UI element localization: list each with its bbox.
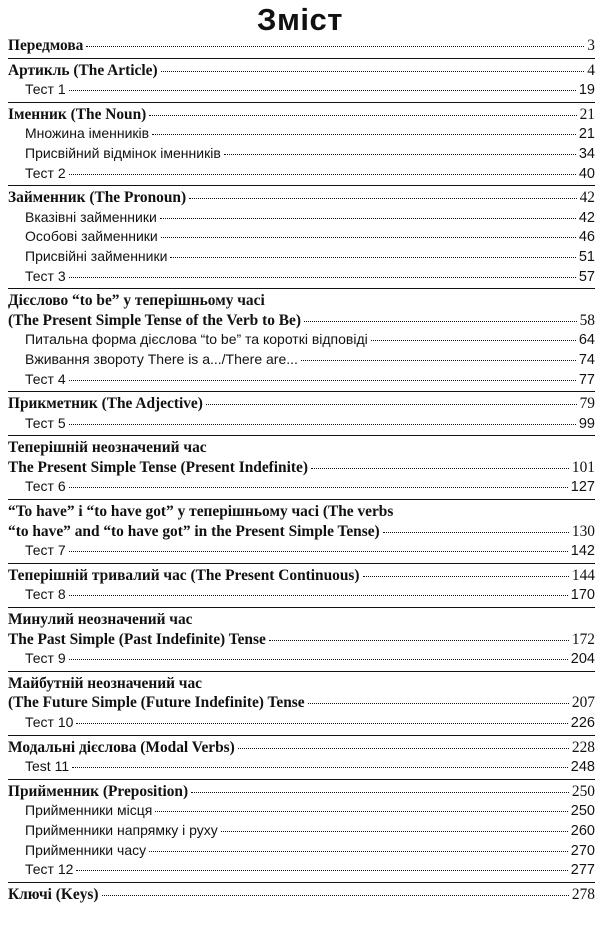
- dot-leader: [69, 174, 576, 175]
- page-number: 228: [571, 738, 595, 756]
- toc-subentry[interactable]: [8, 860, 595, 880]
- dot-leader: [69, 595, 568, 596]
- dot-leader: [69, 277, 576, 278]
- table-of-contents: [8, 36, 595, 904]
- entry-title: Вказівні займенники: [25, 208, 157, 225]
- entry-title: Артикль (The Article): [8, 61, 158, 79]
- page-number: 21: [579, 105, 595, 123]
- page-number: 260: [570, 822, 595, 839]
- entry-title: Тест 4: [25, 370, 66, 387]
- entry-title: Тест 8: [25, 586, 66, 603]
- entry-title: Тест 7: [25, 542, 66, 559]
- dot-leader: [221, 831, 568, 832]
- toc-subentry[interactable]: [8, 477, 595, 497]
- dot-leader: [76, 870, 567, 871]
- page-number: 99: [578, 415, 595, 432]
- entry-title: Множина іменників: [25, 125, 150, 142]
- toc-subentry[interactable]: [8, 713, 595, 733]
- section-divider: [8, 391, 595, 392]
- dot-leader: [69, 90, 576, 91]
- dot-leader: [161, 71, 585, 72]
- toc-subentry[interactable]: [8, 208, 595, 228]
- entry-title: “To have” і “to have got” у теперішньому часі (The verbs: [8, 503, 394, 521]
- entry-title: (The Future Simple (Future Indefinite) Tense: [8, 694, 305, 712]
- toc-subentry[interactable]: [8, 267, 595, 287]
- dot-leader: [189, 198, 577, 199]
- page-number: 42: [579, 189, 595, 207]
- dot-leader: [149, 115, 576, 116]
- entry-title: Прийменники місця: [25, 802, 153, 819]
- dot-leader: [69, 659, 568, 660]
- toc-subentry[interactable]: [8, 757, 595, 777]
- page-number: 226: [570, 715, 595, 731]
- toc-subentry[interactable]: [8, 80, 595, 100]
- toc-subentry[interactable]: [8, 330, 595, 350]
- dot-leader: [304, 321, 577, 322]
- toc-entry[interactable]: [8, 61, 595, 81]
- toc-subentry[interactable]: [8, 801, 595, 821]
- toc-subentry[interactable]: [8, 350, 595, 370]
- dot-leader: [69, 380, 576, 381]
- toc-entry[interactable]: [8, 188, 595, 208]
- toc-subentry[interactable]: [8, 164, 595, 184]
- dot-leader: [161, 237, 576, 238]
- page-number: 144: [571, 566, 595, 584]
- entry-title: Майбутній неозначений час: [8, 674, 203, 692]
- entry-title: Присвійний відмінок іменників: [25, 144, 221, 161]
- toc-entry-title-line[interactable]: [8, 502, 595, 522]
- toc-subentry[interactable]: [8, 414, 595, 434]
- toc-subentry[interactable]: [8, 247, 595, 267]
- entry-title: Тест 9: [25, 650, 66, 667]
- page-number: 4: [587, 61, 595, 79]
- toc-entry[interactable]: [8, 522, 595, 542]
- dot-leader: [86, 46, 584, 47]
- toc-subentry[interactable]: [8, 821, 595, 841]
- toc-entry[interactable]: [8, 738, 595, 758]
- toc-subentry[interactable]: [8, 370, 595, 390]
- section-divider: [8, 102, 595, 103]
- dot-leader: [383, 532, 569, 533]
- page-number: 142: [570, 543, 595, 560]
- page-number: 277: [570, 862, 595, 879]
- entry-title: Прикметник (The Adjective): [8, 395, 203, 413]
- entry-title: Модальні дієслова (Modal Verbs): [8, 738, 235, 756]
- toc-entry[interactable]: [8, 566, 595, 586]
- toc-subentry[interactable]: [8, 124, 595, 144]
- entry-title: Передмова: [8, 37, 84, 54]
- toc-entry[interactable]: [8, 394, 595, 414]
- dot-leader: [72, 767, 568, 768]
- dot-leader: [76, 723, 567, 724]
- entry-title: Теперішній тривалий час (The Present Continuous): [8, 566, 360, 584]
- section-divider: [8, 735, 595, 736]
- page-number: 40: [578, 165, 595, 182]
- page-number: 170: [570, 587, 595, 604]
- section-divider: [8, 499, 595, 500]
- toc-entry[interactable]: [8, 693, 595, 713]
- page-number: 130: [571, 522, 595, 540]
- page-number: 127: [570, 479, 595, 496]
- dot-leader: [371, 340, 576, 341]
- toc-entry[interactable]: [8, 105, 595, 125]
- dot-leader: [69, 424, 576, 425]
- toc-subentry[interactable]: [8, 541, 595, 561]
- section-divider: [8, 563, 595, 564]
- dot-leader: [155, 811, 567, 812]
- toc-entry[interactable]: [8, 630, 595, 650]
- page-number: 248: [570, 759, 595, 776]
- section-divider: [8, 58, 595, 59]
- section-divider: [8, 671, 595, 672]
- entry-title: Теперішній неозначений час: [8, 439, 207, 457]
- entry-title: The Present Simple Tense (Present Indefinite): [8, 458, 308, 476]
- entry-title: Тест 3: [25, 267, 66, 284]
- dot-leader: [170, 257, 575, 258]
- dot-leader: [160, 218, 576, 219]
- page-number: 270: [570, 842, 595, 859]
- toc-subentry[interactable]: [8, 649, 595, 669]
- page-number: 57: [578, 268, 595, 285]
- entry-title: Прийменники напрямку і руху: [25, 821, 218, 838]
- page-number: 51: [578, 248, 595, 265]
- toc-entry[interactable]: [8, 885, 595, 905]
- toc-entry-title-line[interactable]: [8, 291, 595, 311]
- toc-entry[interactable]: [8, 782, 595, 802]
- entry-title: Займенник (The Pronoun): [8, 189, 187, 207]
- page-number: 58: [579, 311, 595, 329]
- toc-entry-title-line[interactable]: [8, 438, 595, 458]
- entry-title: Прийменники часу: [25, 841, 147, 858]
- entry-title: Минулий неозначений час: [8, 611, 193, 629]
- page-number: 250: [570, 803, 595, 820]
- entry-title: Іменник (The Noun): [8, 105, 147, 123]
- page-number: 77: [578, 371, 595, 388]
- dot-leader: [308, 703, 569, 704]
- entry-title: Питальна форма дієслова “to be” та короткі відповіді: [25, 331, 368, 348]
- page-title: Зміст: [257, 2, 343, 37]
- entry-title: Прийменник (Preposition): [8, 782, 189, 800]
- entry-title: “to have” and “to have got” in the Present Simple Tense): [8, 522, 380, 540]
- page-number: 64: [578, 332, 595, 349]
- entry-title: Дієслово “to be” у теперішньому часі: [8, 292, 265, 310]
- entry-title: Ключі (Keys): [8, 885, 99, 903]
- toc-subentry[interactable]: [8, 841, 595, 861]
- entry-title: Особові займенники: [25, 228, 158, 245]
- dot-leader: [224, 154, 576, 155]
- entry-title: Тест 5: [25, 414, 66, 431]
- dot-leader: [311, 468, 569, 469]
- entry-title: (The Present Simple Tense of the Verb to Be): [8, 311, 301, 329]
- page-number: 101: [571, 458, 595, 476]
- dot-leader: [238, 748, 569, 749]
- section-divider: [8, 435, 595, 436]
- dot-leader: [269, 640, 569, 641]
- entry-title: Присвійні займенники: [25, 247, 168, 264]
- page-number: 42: [578, 209, 595, 226]
- dot-leader: [363, 576, 569, 577]
- toc-subentry[interactable]: [8, 144, 595, 164]
- dot-leader: [191, 792, 569, 793]
- toc-entry[interactable]: [8, 458, 595, 478]
- section-divider: [8, 185, 595, 186]
- entry-title: Тест 2: [25, 164, 66, 181]
- page-number: 19: [578, 82, 595, 99]
- entry-title: Тест 6: [25, 478, 66, 495]
- section-divider: [8, 882, 595, 883]
- entry-title: Тест 1: [25, 81, 66, 98]
- section-divider: [8, 779, 595, 780]
- page-number: 204: [570, 651, 595, 668]
- page-number: 74: [578, 351, 595, 368]
- page-number: 79: [579, 395, 595, 413]
- page-number: 278: [571, 885, 595, 903]
- toc-entry[interactable]: [8, 311, 595, 331]
- section-divider: [8, 607, 595, 608]
- dot-leader: [69, 551, 568, 552]
- toc-entry-title-line[interactable]: [8, 674, 595, 694]
- toc-subentry[interactable]: [8, 227, 595, 247]
- entry-title: Тест 10: [25, 714, 74, 730]
- page-number: 21: [578, 126, 595, 143]
- toc-entry-title-line[interactable]: [8, 610, 595, 630]
- page-number: 34: [578, 145, 595, 162]
- entry-title: Тест 12: [25, 861, 74, 878]
- page-number: 3: [587, 37, 595, 54]
- entry-title: The Past Simple (Past Indefinite) Tense: [8, 630, 266, 648]
- entry-title: Вживання звороту There is a.../There are...: [25, 350, 298, 367]
- toc-entry[interactable]: [8, 36, 595, 56]
- page-number: 46: [578, 229, 595, 246]
- toc-subentry[interactable]: [8, 585, 595, 605]
- page-number: 172: [571, 630, 595, 648]
- page-number: 207: [571, 694, 595, 712]
- dot-leader: [69, 487, 568, 488]
- dot-leader: [102, 895, 569, 896]
- page-number: 250: [571, 782, 595, 800]
- section-divider: [8, 288, 595, 289]
- dot-leader: [149, 851, 568, 852]
- dot-leader: [152, 134, 576, 135]
- dot-leader: [206, 404, 577, 405]
- entry-title: Test 11: [25, 758, 70, 775]
- dot-leader: [301, 360, 576, 361]
